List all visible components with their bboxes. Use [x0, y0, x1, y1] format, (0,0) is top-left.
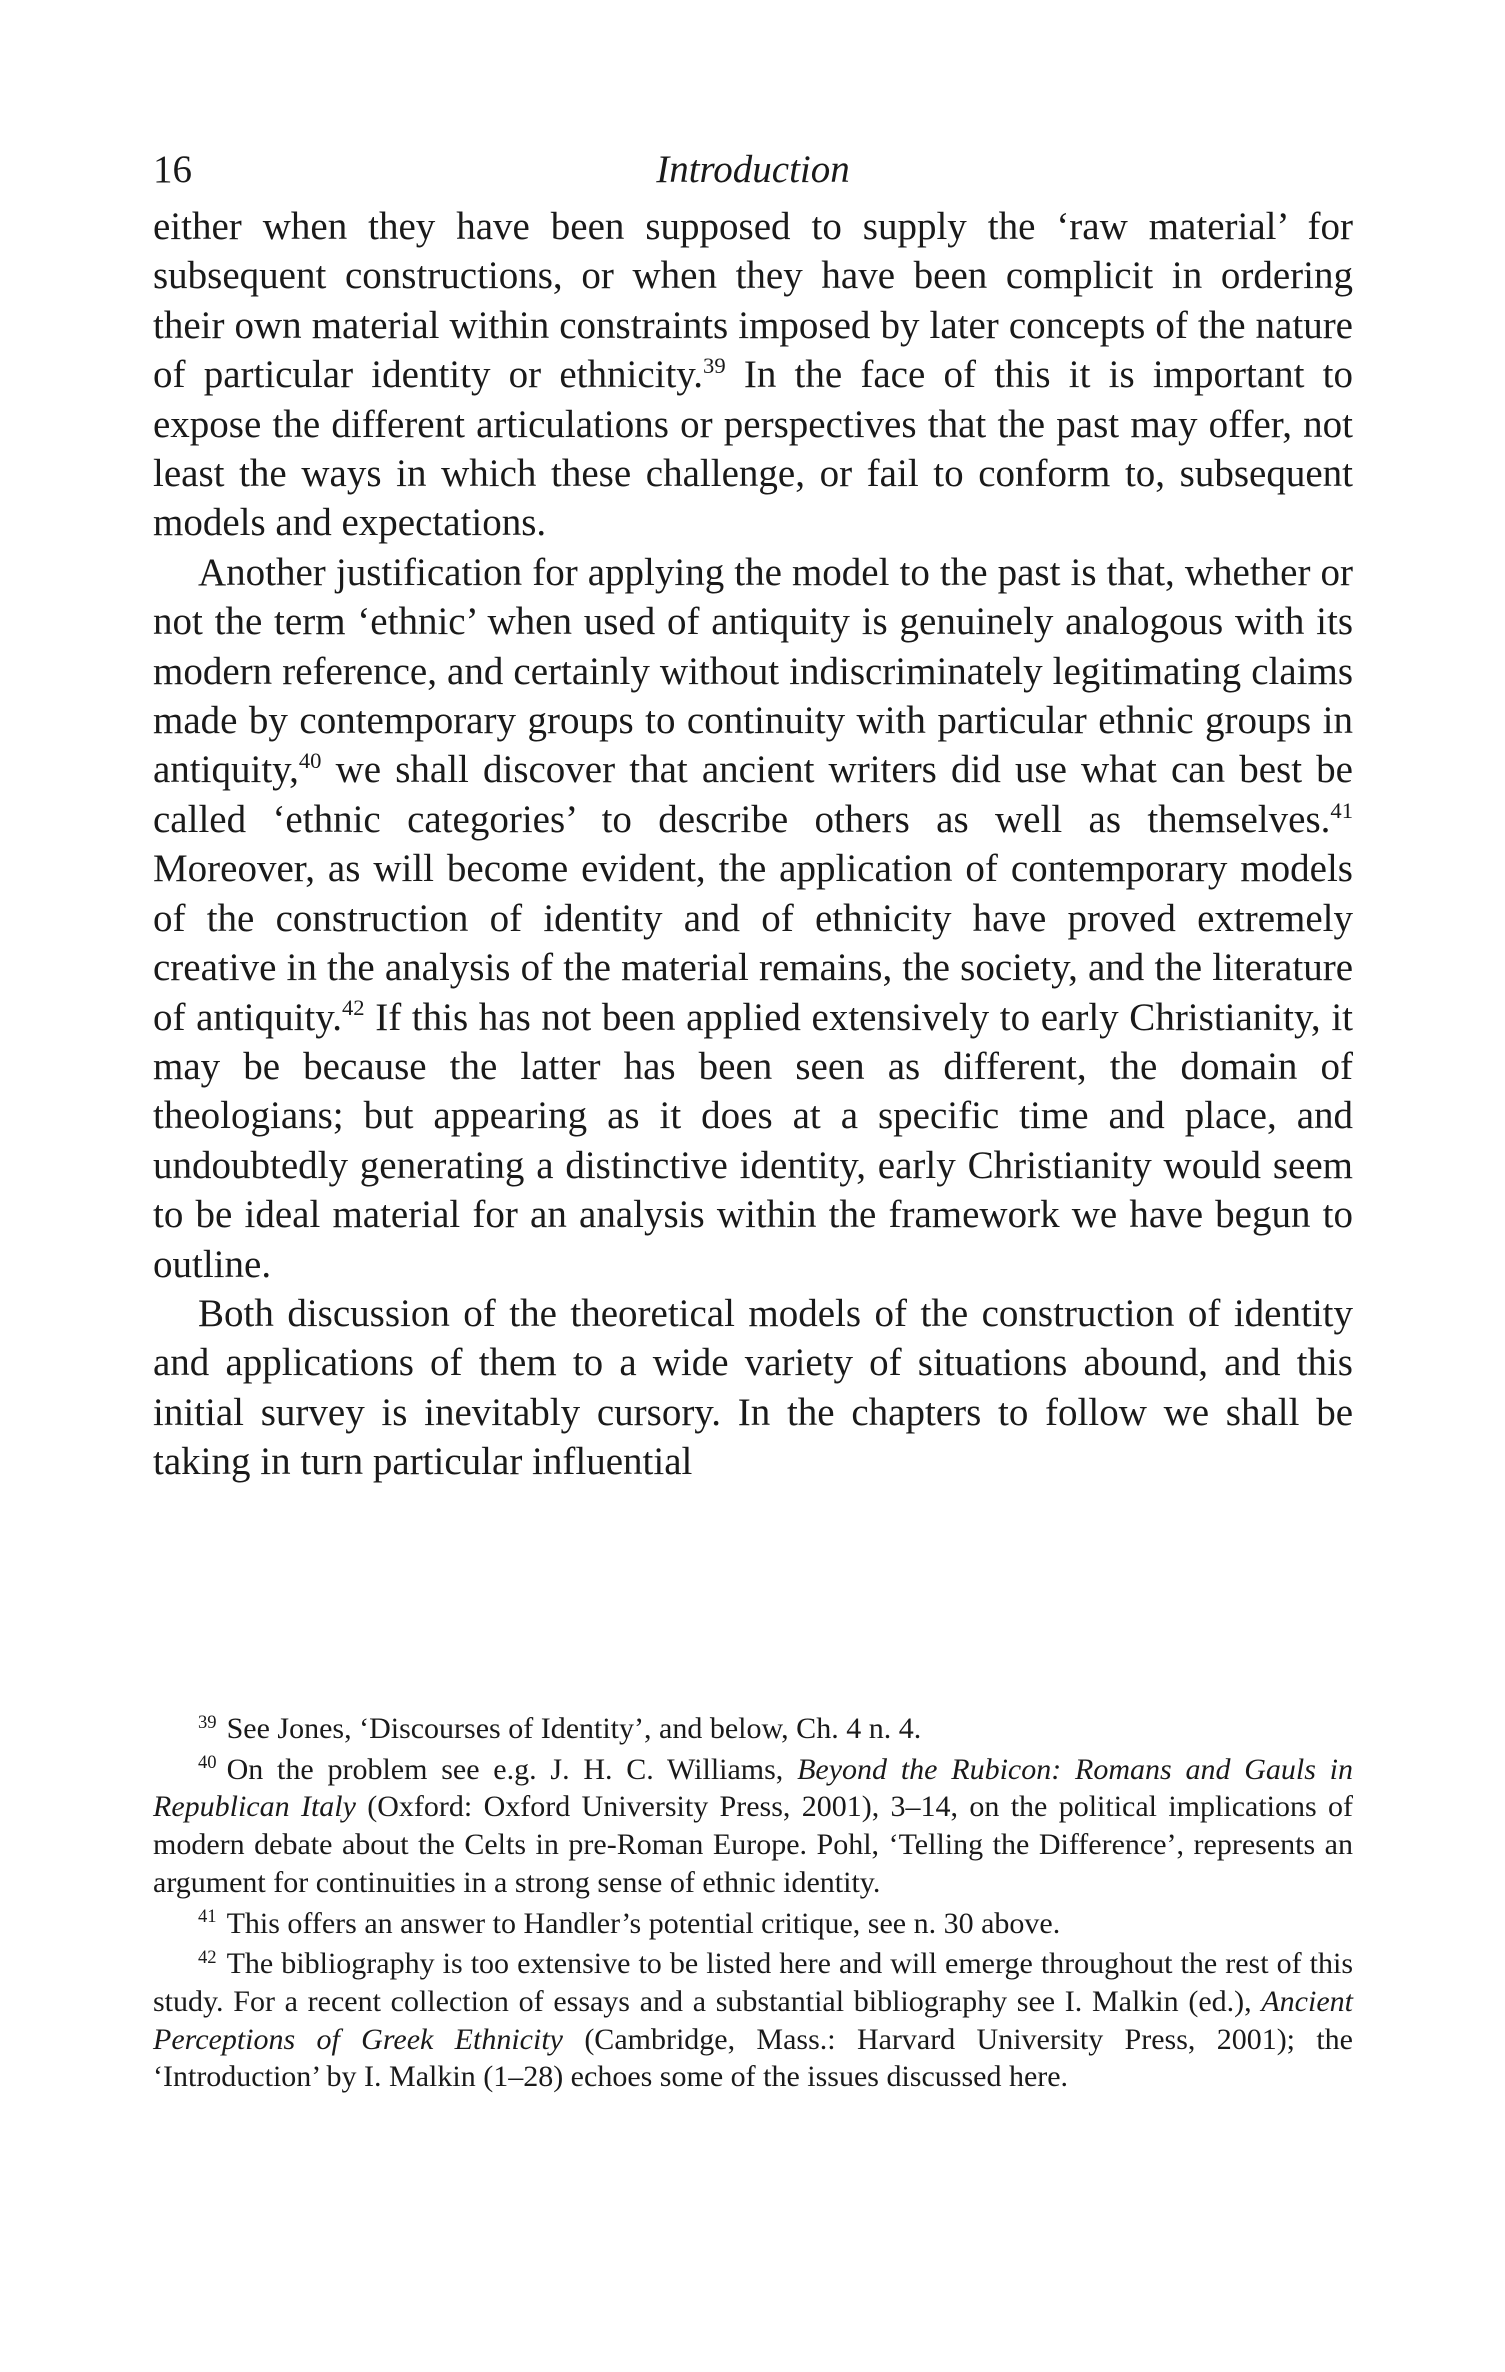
footnote-number: 39	[198, 1711, 217, 1733]
paragraph-text: Both discussion of the theoretical models of the construction of identity and applications of them to a wide variety of situations abound, and this initial survey is inevitably cursory. In the chapters to follow we shall be taking in turn particular influential	[153, 1291, 1353, 1484]
footnote-text: The bibliography is too extensive to be listed here and will emerge throughout the rest of this study. For a recent collection of essays and a substantial bibliography see I. Malkin (ed.),	[153, 1947, 1353, 2018]
footnote-41	[153, 1905, 1353, 1943]
footnote-number: 41	[198, 1906, 217, 1928]
paragraph-3	[153, 1289, 1353, 1487]
page-number: 16	[153, 148, 192, 191]
running-head	[153, 140, 1353, 200]
book-page	[153, 140, 1354, 2094]
footnote-text: (Cambridge, Mass.: Harvard University Press, 2001); the ‘Introduction’ by I. Malkin (1–28) echoes some of the issues discussed here.	[153, 2022, 1354, 2094]
paragraph-text: we shall discover that ancient writers did use what can best be called ‘ethnic categories’ to describe others as well as themselves.	[153, 748, 1353, 841]
body-text	[153, 202, 1353, 1487]
running-title: Introduction	[656, 148, 850, 191]
footnotes	[153, 1710, 1353, 2096]
footnote-text: On the problem see e.g. J. H. C. Williams,	[226, 1752, 798, 1786]
book-title: Beyond the Rubicon: Romans and Gauls in Republican Italy	[153, 1752, 1354, 1824]
paragraph-text: In the face of this it is important to expose the different articulations or perspectives that the past may offer, not least the ways in which these challenge, or fail to conform to, subsequent models and expectations.	[153, 353, 1354, 545]
paragraph-2	[153, 548, 1353, 1289]
paragraph-text: Moreover, as will become evident, the application of contemporary models of the construction of identity and of ethnicity have proved extremely creative in the analysis of the material remains, the society, and the literature of antiquity.	[153, 847, 1353, 1039]
paragraph-1	[153, 202, 1353, 548]
paragraph-text: either when they have been supposed to supply the ‘raw material’ for subsequent constructions, or when they have been complicit in ordering their own material within constraints imposed by later concepts of the nature of particular identity or ethnicity.	[153, 205, 1353, 397]
footnote-ref-40[interactable]: 40	[298, 748, 322, 774]
book-title: Ancient Perceptions of Greek Ethnicity	[153, 1984, 1353, 2056]
paragraph-text: Another justification for applying the model to the past is that, whether or not the term ‘ethnic’ when used of antiquity is genuinely analogous with its modern reference, and certainly without indiscriminately legitimating claims made by contemporary groups to continuity with particular ethnic groups in antiquity,	[153, 550, 1353, 792]
footnote-ref-41[interactable]: 41	[1330, 797, 1353, 823]
footnote-ref-39[interactable]: 39	[703, 353, 726, 379]
footnote-text: (Oxford: Oxford University Press, 2001), 3–14, on the political implications of modern debate about the Celts in pre-Roman Europe. Pohl, ‘Telling the Difference’, represents an argument for continuities in a strong sense of ethnic identity.	[153, 1790, 1353, 1899]
footnote-40	[153, 1751, 1353, 1902]
footnote-ref-42[interactable]: 42	[341, 995, 365, 1021]
footnote-number: 42	[198, 1947, 217, 1968]
paragraph-text: If this has not been applied extensively to early Christianity, it may be because the latter has been seen as different, the domain of theologians; but appearing as it does at a specific time and place, and undoubtedly generating a distinctive identity, early Christianity would seem to be ideal material for an analysis within the framework we have begun to outline.	[153, 995, 1353, 1286]
footnote-39	[153, 1710, 1353, 1748]
footnote-text: This offers an answer to Handler’s potential critique, see n. 30 above.	[226, 1906, 1061, 1940]
footnote-42	[153, 1945, 1353, 2096]
footnote-text: See Jones, ‘Discourses of Identity’, and below, Ch. 4 n. 4.	[226, 1712, 922, 1745]
footnote-number: 40	[198, 1752, 217, 1774]
